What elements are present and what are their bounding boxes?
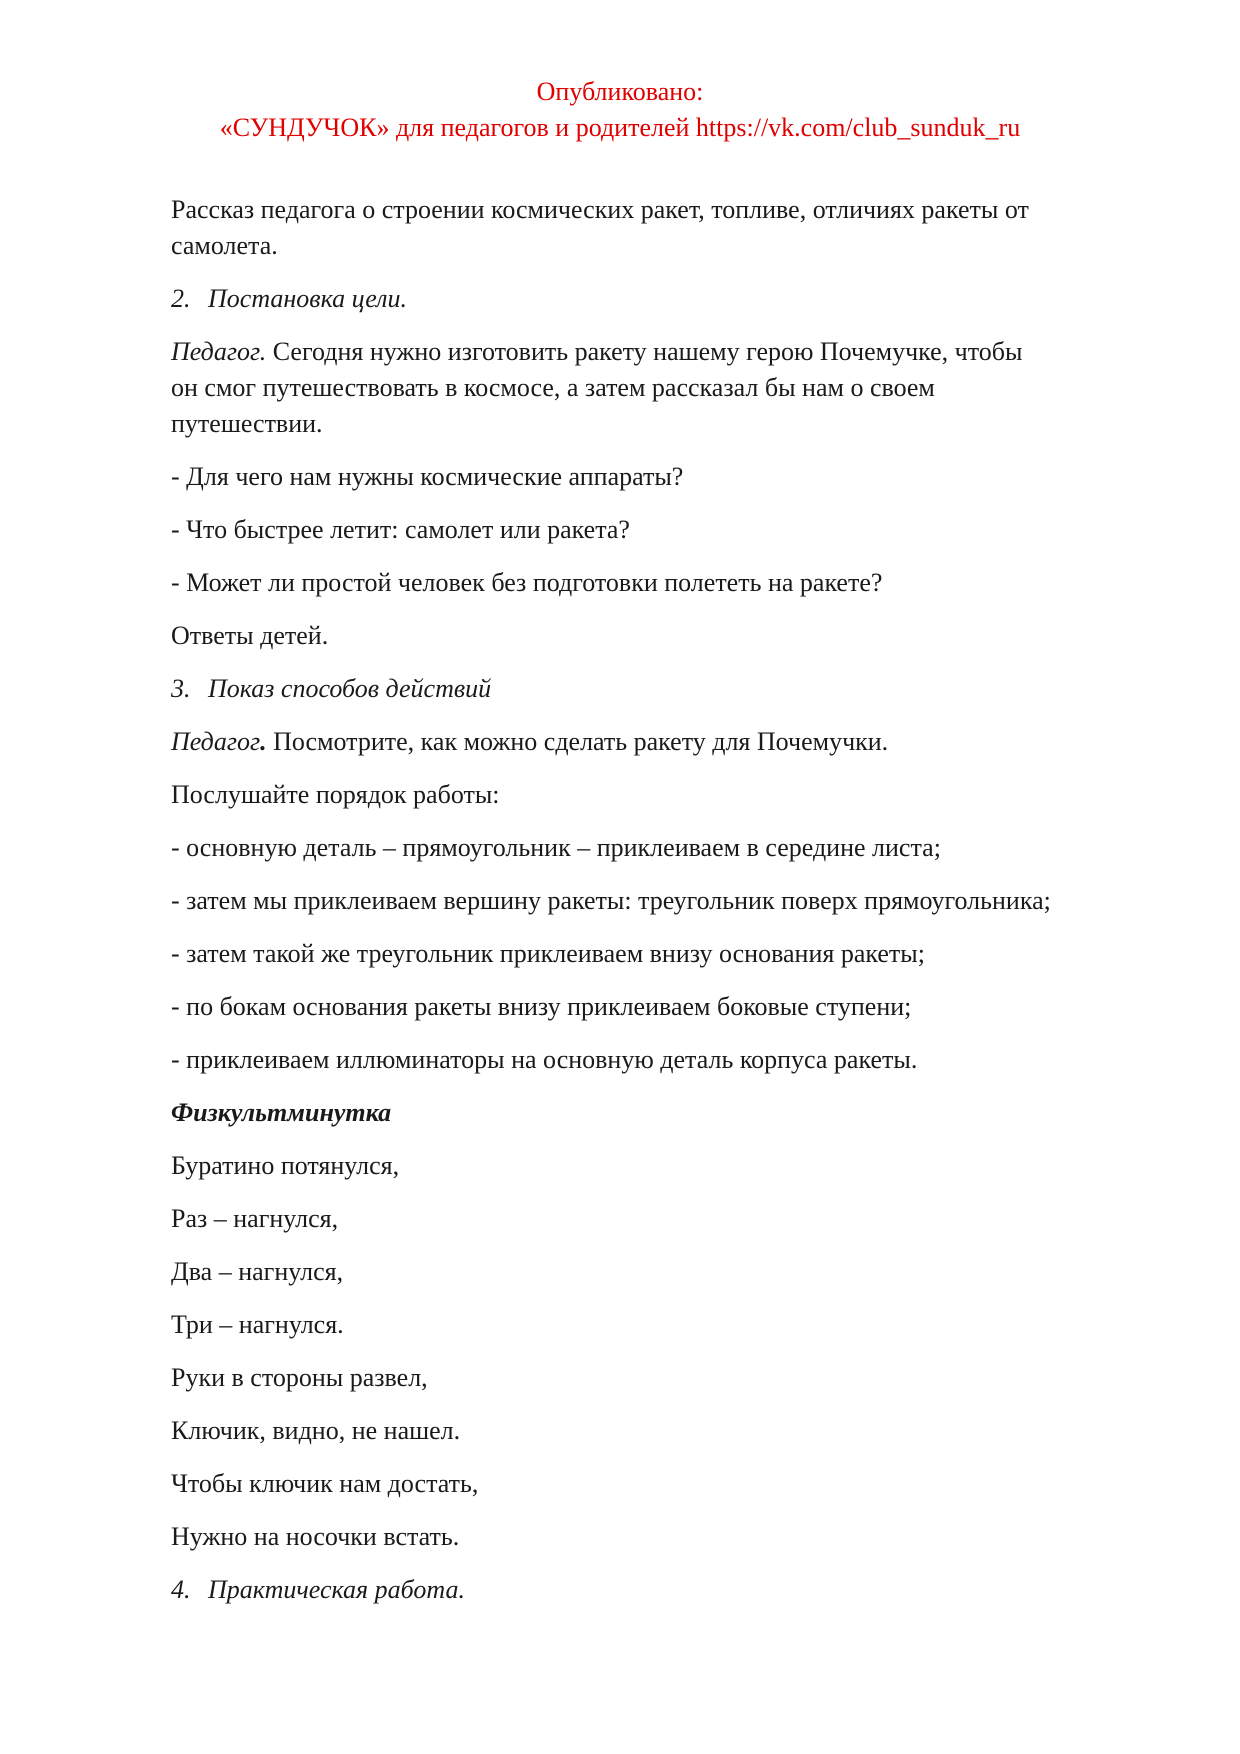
speaker-label: Педагог. [171, 337, 267, 366]
document-body [171, 192, 1191, 1625]
header-published-label: Опубликовано: [536, 77, 704, 106]
intro-line-2: самолета. [171, 231, 278, 260]
question-2: - Что быстрее летит: самолет или ракета? [171, 515, 630, 544]
question-3: - Может ли простой человек без подготовки полететь на ракете? [171, 568, 883, 597]
demo-text: Посмотрите, как можно сделать ракету для Почемучки. [266, 727, 889, 756]
poem-line-7: Чтобы ключик нам достать, [171, 1469, 479, 1498]
speaker-dot-char: . [260, 727, 267, 756]
step-5: - приклеиваем иллюминаторы на основную деталь корпуса ракеты. [171, 1045, 918, 1074]
poem-line-3: Два – нагнулся, [171, 1257, 344, 1286]
section-2-title: Постановка цели. [208, 284, 407, 313]
section-4-heading [171, 1572, 1191, 1608]
step-3: - затем такой же треугольник приклеиваем внизу основания ракеты; [171, 939, 925, 968]
section-4-number: 4. [171, 1575, 191, 1604]
step-2: - затем мы приклеиваем вершину ракеты: треугольник поверх прямоугольника; [171, 886, 1051, 915]
order-intro: Послушайте порядок работы: [171, 780, 500, 809]
speaker-label: Педагог [171, 727, 261, 756]
fizminutka-title: Физкультминутка [171, 1098, 392, 1127]
goal-text-1: Сегодня нужно изготовить ракету нашему герою Почемучке, чтобы [266, 337, 1023, 366]
section-2-heading [171, 281, 1191, 317]
header-source-link: «СУНДУЧОК» для педагогов и родителей https://vk.com/club_sunduk_ru [219, 113, 1021, 142]
section-2-number: 2. [171, 284, 191, 313]
section-3-title: Показ способов действий [208, 674, 492, 703]
intro-paragraph [171, 192, 1191, 264]
poem-line-4: Три – нагнулся. [171, 1310, 344, 1339]
section-3-heading [171, 671, 1191, 707]
poem-line-5: Руки в стороны развел, [171, 1363, 428, 1392]
poem-line-8: Нужно на носочки встать. [171, 1522, 460, 1551]
step-1: - основную деталь – прямоугольник – приклеиваем в середине листа; [171, 833, 941, 862]
question-1: - Для чего нам нужны космические аппараты? [171, 462, 684, 491]
publication-header [0, 74, 1240, 146]
section-3-number: 3. [171, 674, 191, 703]
intro-line-1: Рассказ педагога о строении космических ракет, топливе, отличиях ракеты от [171, 195, 1029, 224]
goal-paragraph [171, 334, 1191, 442]
demo-paragraph [171, 724, 1191, 760]
poem-line-1: Буратино потянулся, [171, 1151, 400, 1180]
step-4: - по бокам основания ракеты внизу приклеиваем боковые ступени; [171, 992, 912, 1021]
goal-line-3: путешествии. [171, 409, 323, 438]
poem-line-2: Раз – нагнулся, [171, 1204, 339, 1233]
section-4-title: Практическая работа. [208, 1575, 465, 1604]
poem-line-6: Ключик, видно, не нашел. [171, 1416, 461, 1445]
answers-line: Ответы детей. [171, 621, 329, 650]
goal-line-1 [171, 334, 1191, 370]
goal-line-2: он смог путешествовать в космосе, а затем рассказал бы нам о своем [171, 373, 935, 402]
